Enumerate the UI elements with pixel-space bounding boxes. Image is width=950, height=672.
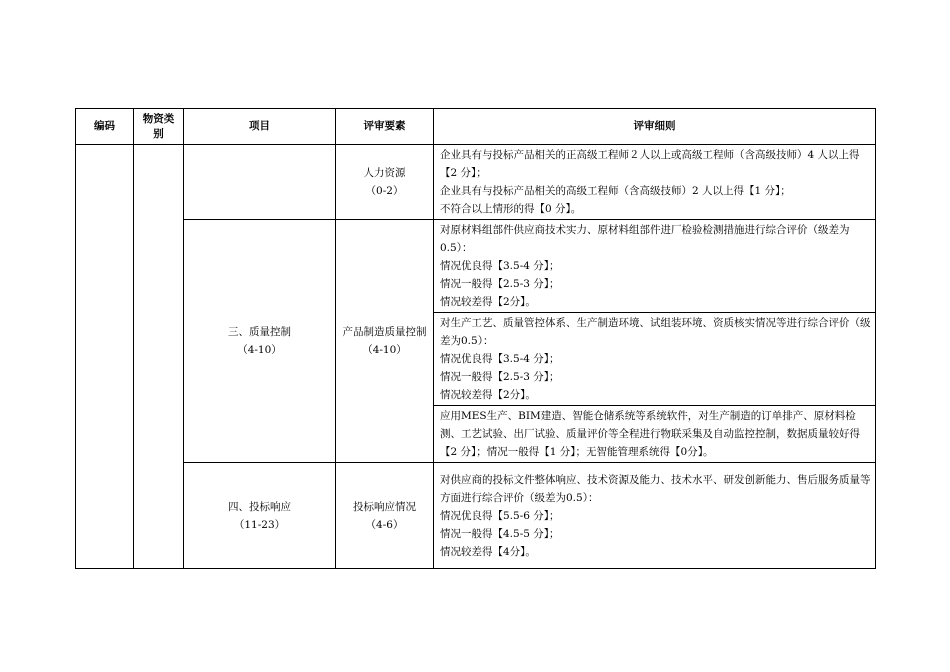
detail-line: 企业具有与投标产品相关的高级工程师（含高级技师）2 人以上得【1 分】； [440, 185, 791, 197]
element-response-score: （4-6） [365, 518, 404, 531]
cell-element-hr [336, 145, 434, 220]
item-response-label: 四、投标响应 [228, 500, 291, 513]
cell-code [76, 145, 134, 569]
header-code: 编码 [76, 109, 134, 145]
detail-line: 对原材料组部件供应商技术实力、原材料组部件进厂检验检测措施进行综合评价（级差为0.5）： [440, 224, 850, 254]
element-hr-label: 人力资源 [363, 167, 406, 179]
detail-line: 情况一般得【2.5-3 分】； [440, 278, 560, 290]
detail-line: 情况较差得【2分】。 [440, 296, 536, 308]
cell-detail-quality-1 [434, 220, 876, 313]
cell-detail-response [434, 463, 876, 569]
header-item: 项目 [184, 109, 336, 145]
detail-line: 不符合以上情形的得【0 分】。 [440, 203, 582, 215]
header-detail: 评审细则 [434, 109, 876, 145]
cell-detail-quality-3 [434, 406, 876, 463]
element-quality-label: 产品制造质量控制 [342, 326, 427, 338]
item-quality-label: 三、质量控制 [228, 326, 291, 338]
detail-line: 情况较差得【4分】。 [440, 545, 536, 558]
cell-item-response [184, 463, 336, 569]
cell-element-quality [336, 220, 434, 463]
element-hr-score: （0-2） [365, 185, 404, 197]
cell-detail-hr [434, 145, 876, 220]
detail-line: 情况优良得【3.5-4 分】； [440, 353, 560, 365]
element-quality-score: （4-10） [362, 344, 407, 356]
item-quality-score: （4-10） [237, 344, 282, 356]
item-response-score: （11-23） [233, 518, 286, 531]
element-response-label: 投标响应情况 [353, 500, 416, 513]
header-category [134, 109, 184, 145]
header-row [76, 109, 876, 145]
detail-line: 情况较差得【2分】。 [440, 389, 536, 401]
cell-item-quality [184, 220, 336, 463]
detail-line: 对生产工艺、质量管控体系、生产制造环境、试组装环境、资质核实情况等进行综合评价（级差为0.5）： [440, 317, 871, 347]
detail-line: 对供应商的投标文件整体响应、技术资源及能力、技术水平、研发创新能力、售后服务质量等方面进行综合评价（级差为0.5）： [440, 473, 871, 504]
cell-element-response [336, 463, 434, 569]
detail-line: 企业具有与投标产品相关的正高级工程师２人以上或高级工程师（含高级技师）4 人以上得【2 分】； [440, 149, 860, 179]
detail-line: 情况优良得【5.5-6 分】； [440, 509, 560, 522]
cell-category [134, 145, 184, 569]
detail-line: 应用MES生产、BIM建造、智能仓储系统等系统软件，对生产制造的订单排产、原材料检测、工艺试验、出厂试验、质量评价等全程进行物联采集及自动监控控制，数据质量较好得【2 分】；情况一般得【1 分】；无智能管理系统得【0分】。 [440, 410, 860, 458]
table-row-response [76, 463, 876, 569]
detail-line: 情况一般得【4.5-5 分】； [440, 527, 560, 540]
table-row-quality-1 [76, 220, 876, 313]
cell-item-empty [184, 145, 336, 220]
header-element: 评审要素 [336, 109, 434, 145]
evaluation-table [75, 108, 876, 569]
table-row-hr [76, 145, 876, 220]
detail-line: 情况优良得【3.5-4 分】； [440, 260, 560, 272]
header-category-label: 物资类别 [142, 112, 175, 140]
cell-detail-quality-2 [434, 313, 876, 406]
detail-line: 情况一般得【2.5-3 分】； [440, 371, 560, 383]
